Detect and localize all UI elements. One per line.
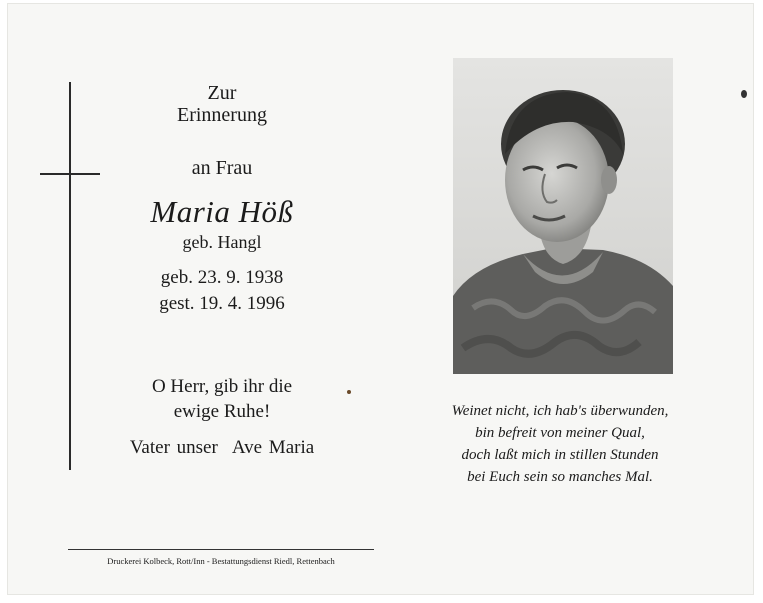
prayer-line-2: ewige Ruhe! (173, 401, 271, 422)
salutation: an Frau (191, 157, 253, 179)
heading-line-1: Zur (207, 82, 237, 104)
prayer-ave-maria: Ave Maria (231, 437, 315, 458)
poem-line-2: bin befreit von meiner Qual, (475, 425, 645, 441)
imprint-text: Druckerei Kolbeck, Rott/Inn - Bestattungsdienst Riedl, Rettenbach (107, 556, 335, 566)
portrait-photo (453, 58, 673, 374)
poem-line-4: bei Euch sein so manches Mal. (467, 469, 653, 485)
deceased-name: Maria Höß (150, 194, 294, 229)
poem-line-1: Weinet nicht, ich hab's überwunden, (451, 403, 669, 419)
prayer-vater-unser: Vater unser (129, 437, 218, 458)
birth-date: geb. 23. 9. 1938 (160, 267, 284, 288)
maiden-name: geb. Hangl (182, 232, 262, 252)
prayer-names (72, 437, 372, 459)
paper-speck (347, 390, 351, 394)
prayer-line-1: O Herr, gib ihr die (151, 376, 293, 397)
imprint-divider (68, 549, 374, 550)
death-date: gest. 19. 4. 1996 (159, 293, 285, 314)
heading-line-2: Erinnerung (177, 104, 267, 126)
poem-line-3: doch laßt mich in stillen Stunden (461, 447, 659, 463)
cross-vertical-bar (69, 82, 71, 470)
paper-speck (741, 90, 747, 98)
